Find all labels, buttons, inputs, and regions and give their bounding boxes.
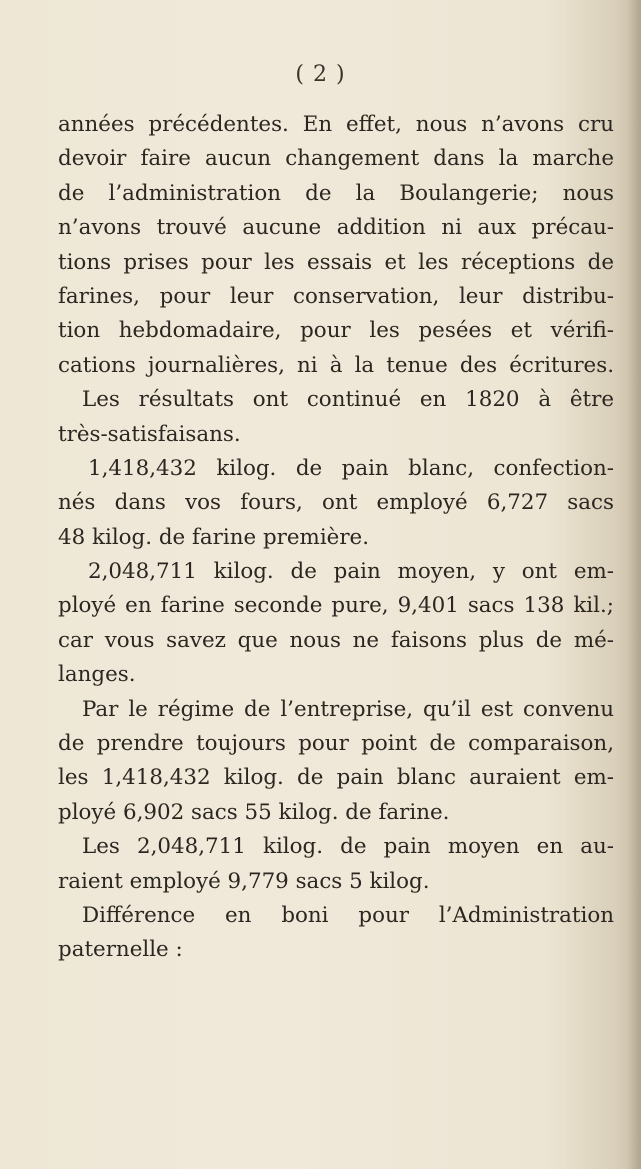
text-line: devoir faire aucun changement dans la marche: [58, 146, 614, 172]
text-line: nés dans vos fours, ont employé 6,727 sacs: [58, 490, 614, 516]
text-line: paternelle :: [58, 937, 183, 963]
text-line: raient employé 9,779 sacs 5 kilog.: [58, 868, 430, 894]
text-line: n’avons trouvé aucune addition ni aux précau-: [58, 215, 614, 241]
text-line: 48 kilog. de farine première.: [58, 524, 369, 550]
body-text: [58, 108, 614, 968]
text-line: 2,048,711 kilog. de pain moyen, y ont em-: [88, 559, 614, 585]
text-line: cations journalières, ni à la tenue des écritures.: [58, 352, 614, 378]
text-line: de prendre toujours pour point de comparaison,: [58, 731, 614, 757]
text-line: langes.: [58, 662, 136, 688]
page-number: ( 2 ): [295, 62, 346, 87]
text-line: Les résultats ont continué en 1820 à être: [82, 387, 614, 413]
text-line: 1,418,432 kilog. de pain blanc, confection-: [88, 455, 614, 481]
text-line: Par le régime de l’entreprise, qu’il est convenu: [82, 696, 614, 722]
text-line: tions prises pour les essais et les réceptions de: [58, 249, 614, 275]
text-line: Les 2,048,711 kilog. de pain moyen en au-: [82, 834, 614, 860]
text-line: de l’administration de la Boulangerie; nous: [58, 180, 614, 206]
text-line: tion hebdomadaire, pour les pesées et vérifi-: [58, 318, 614, 344]
text-line: les 1,418,432 kilog. de pain blanc auraient em-: [58, 765, 614, 791]
text-line: farines, pour leur conservation, leur distribu-: [58, 283, 614, 309]
text-line: Différence en boni pour l’Administration: [82, 902, 614, 928]
page-edge-shadow: [627, 0, 641, 1169]
text-line: ployé en farine seconde pure, 9,401 sacs 138 kil.;: [58, 593, 614, 619]
text-line: ployé 6,902 sacs 55 kilog. de farine.: [58, 799, 450, 825]
text-line: années précédentes. En effet, nous n’avons cru: [58, 112, 614, 137]
text-line: très-satisfaisans.: [58, 421, 241, 447]
text-line: car vous savez que nous ne faisons plus de mé-: [58, 627, 614, 653]
